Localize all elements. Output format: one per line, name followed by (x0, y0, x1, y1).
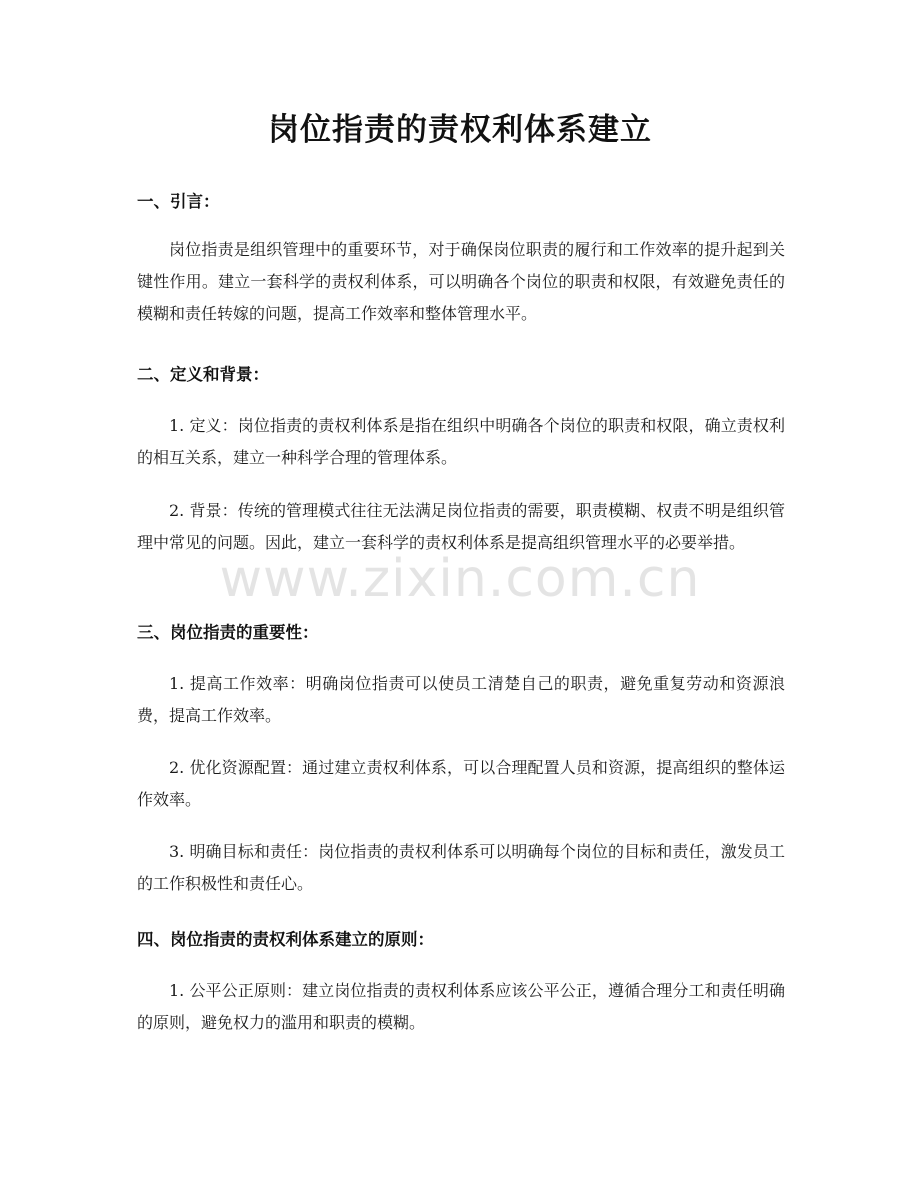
section-heading-definition: 二、定义和背景： (137, 365, 269, 384)
document-title: 岗位指责的责权利体系建立 (268, 112, 652, 148)
paragraph-intro: 岗位指责是组织管理中的重要环节，对于确保岗位职责的履行和工作效率的提升起到关键性作用。建立一套科学的责权利体系，可以明确各个岗位的职责和权限，有效避免责任的模糊和责任转嫁的问题，提高工作效率和整体管理水平。 (137, 240, 785, 323)
paragraph-background: 2. 背景：传统的管理模式往往无法满足岗位指责的需要，职责模糊、权责不明是组织管理中常见的问题。因此，建立一套科学的责权利体系是提高组织管理水平的必要举措。 (137, 501, 785, 552)
paragraph-principle-1: 1. 公平公正原则：建立岗位指责的责权利体系应该公平公正，遵循合理分工和责任明确的原则，避免权力的滥用和职责的模糊。 (137, 981, 785, 1032)
paragraph-importance-3: 3. 明确目标和责任：岗位指责的责权利体系可以明确每个岗位的目标和责任，激发员工的工作积极性和责任心。 (137, 842, 785, 893)
section-heading-intro: 一、引言： (137, 192, 220, 211)
paragraph-importance-1: 1. 提高工作效率：明确岗位指责可以使员工清楚自己的职责，避免重复劳动和资源浪费，提高工作效率。 (137, 674, 785, 725)
paragraph-importance-2: 2. 优化资源配置：通过建立责权利体系，可以合理配置人员和资源，提高组织的整体运作效率。 (137, 758, 785, 809)
watermark-text: www.zixin.com.cn (219, 549, 701, 609)
section-heading-importance: 三、岗位指责的重要性： (137, 623, 319, 642)
section-heading-principles: 四、岗位指责的责权利体系建立的原则： (137, 930, 434, 949)
paragraph-definition: 1. 定义：岗位指责的责权利体系是指在组织中明确各个岗位的职责和权限，确立责权利的相互关系，建立一种科学合理的管理体系。 (137, 416, 785, 467)
